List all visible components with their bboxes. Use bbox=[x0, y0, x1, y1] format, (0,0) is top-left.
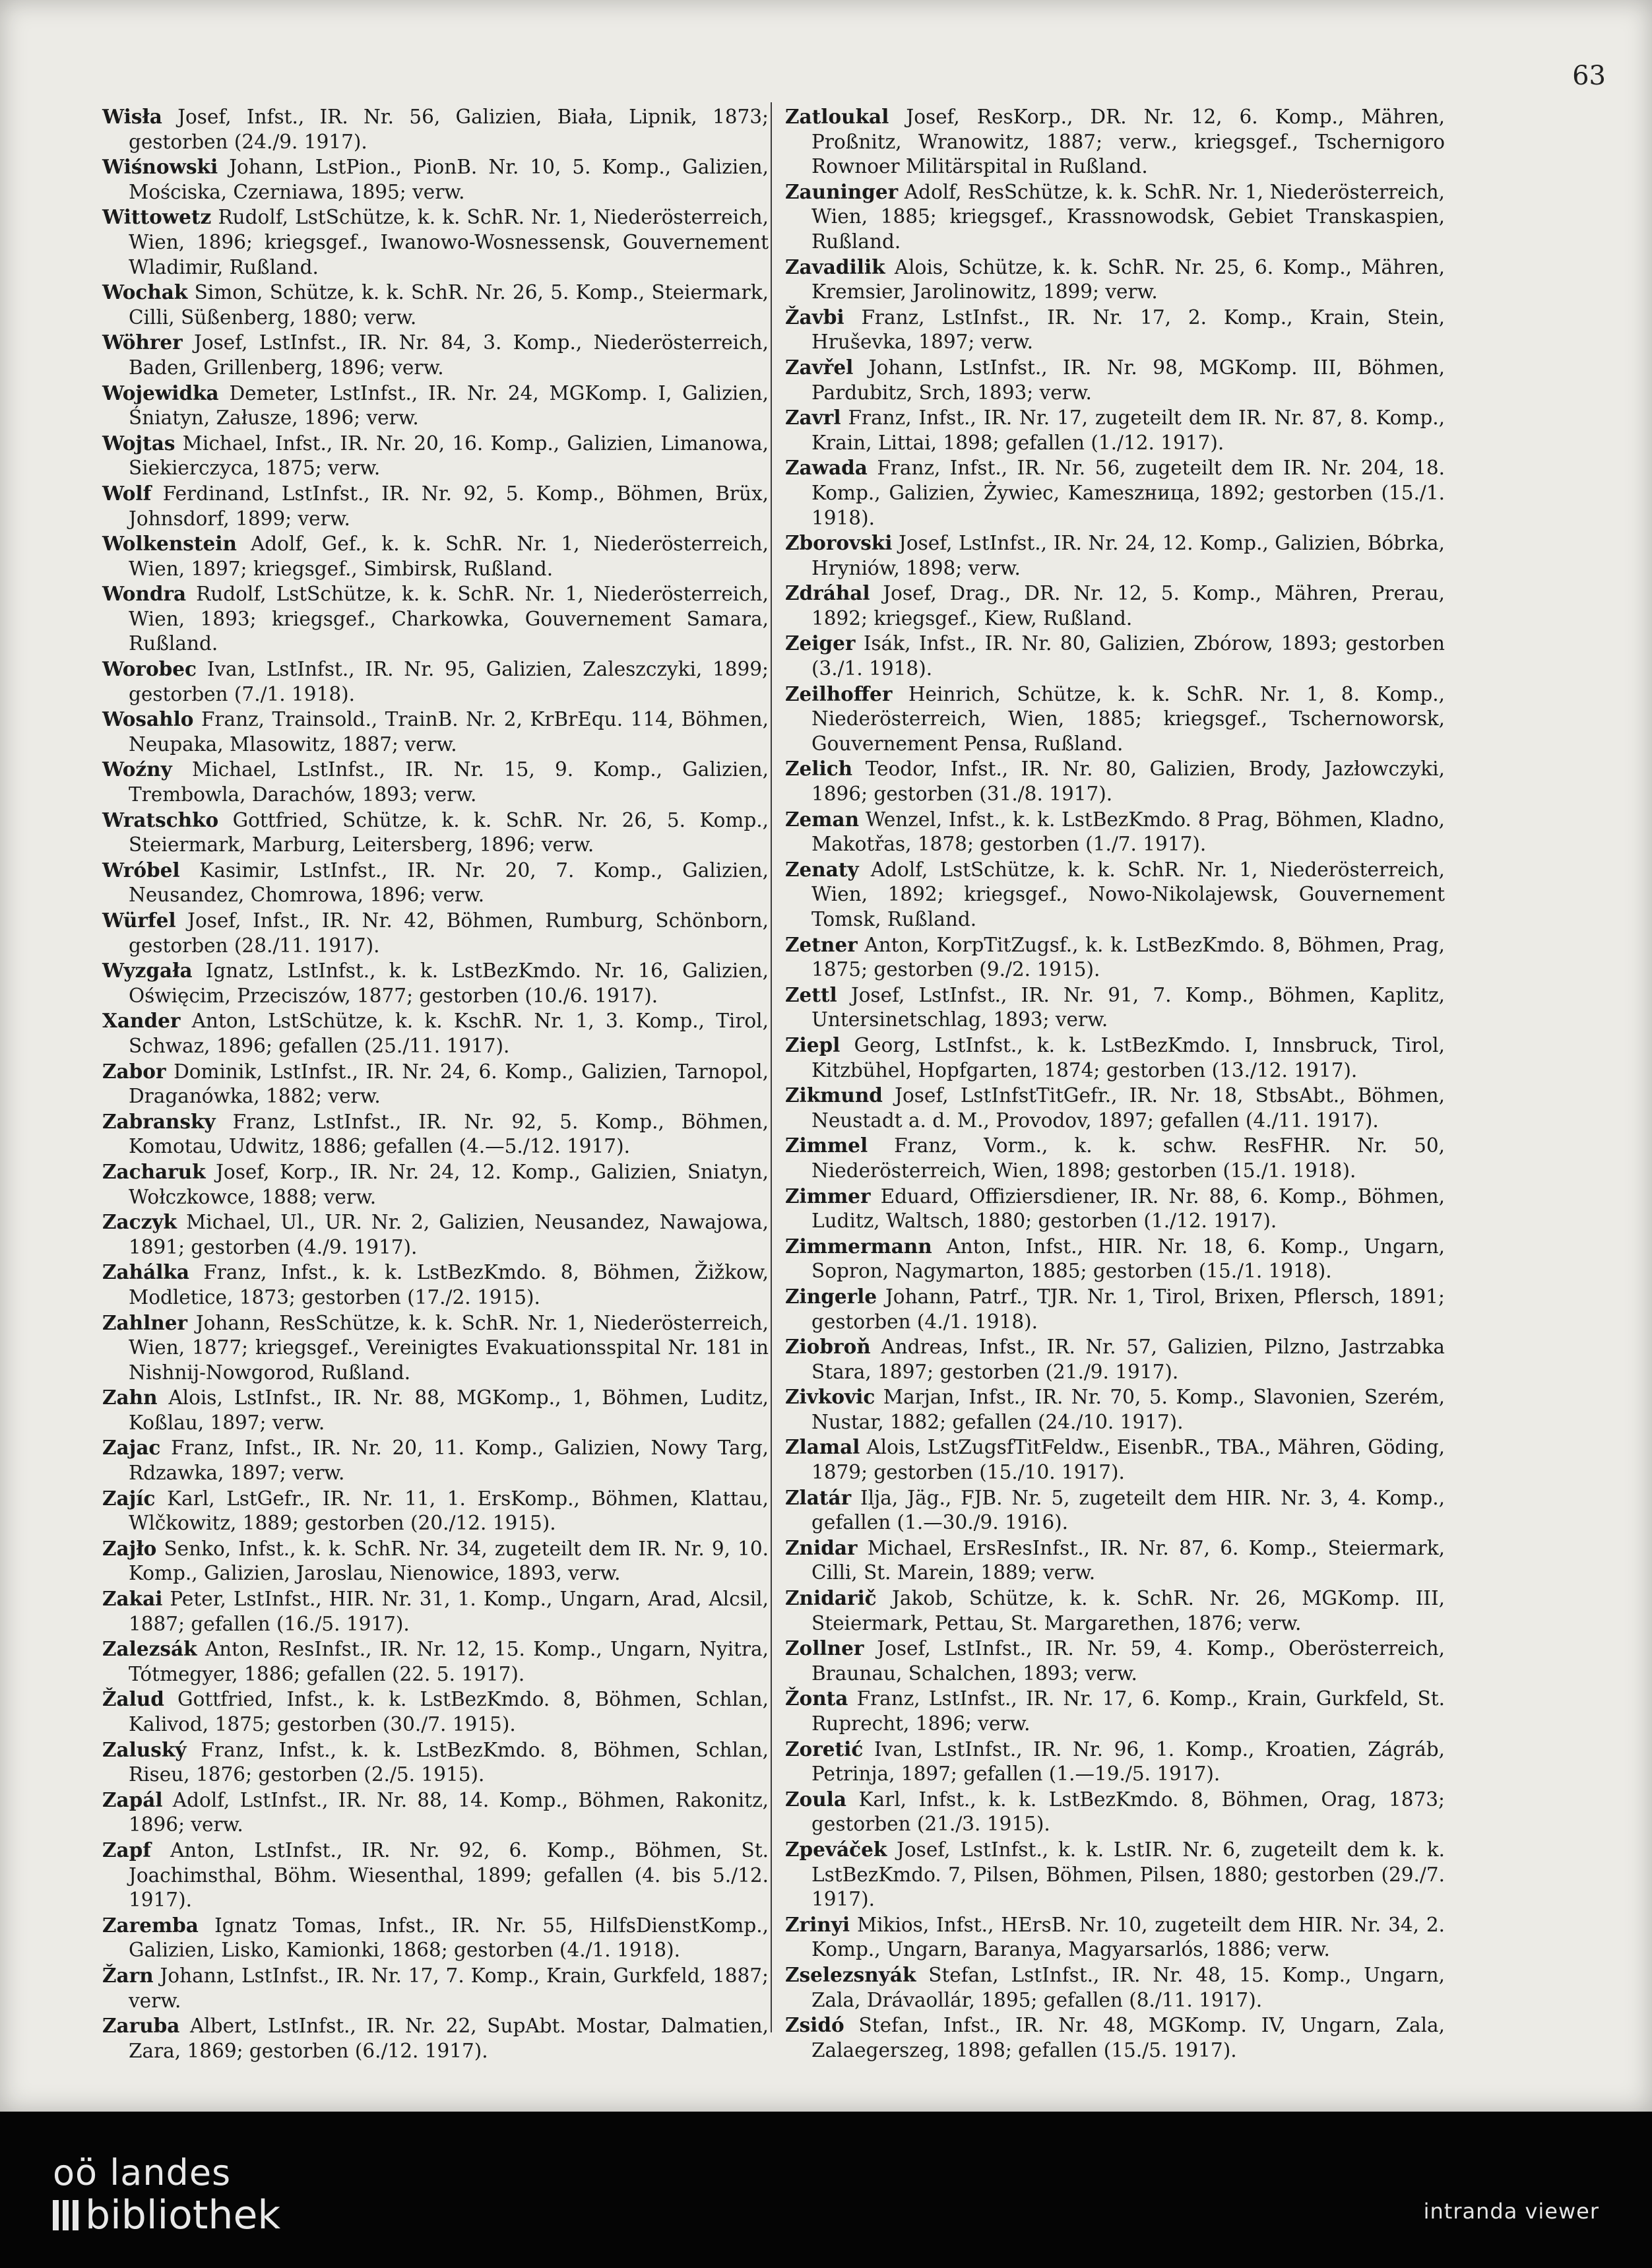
entry-text: Anton, ResInfst., IR. Nr. 12, 15. Komp., Ungarn, Nyitra, Tótmegyer, 1886; gefallen (22. 5. 1917). bbox=[129, 1638, 769, 1685]
entry-text: Franz, Infst., IR. Nr. 20, 11. Komp., Galizien, Nowy Targ, Rdzawka, 1897; verw. bbox=[129, 1437, 769, 1485]
entry-name: Zikmund bbox=[785, 1084, 883, 1107]
list-entry bbox=[785, 405, 1445, 455]
entry-name: Zrinyi bbox=[785, 1912, 850, 1936]
list-entry bbox=[102, 1838, 769, 1913]
entry-text: Johann, Patrf., TJR. Nr. 1, Tirol, Brixen, Pflersch, 1891; gestorben (4./1. 1918). bbox=[811, 1285, 1445, 1333]
entry-text: Kasimir, LstInfst., IR. Nr. 20, 7. Komp., Galizien, Neusandez, Chomrowa, 1896; verw. bbox=[129, 859, 769, 907]
entry-text: Rudolf, LstSchütze, k. k. SchR. Nr. 1, Niederösterreich, Wien, 1893; kriegsgef., Charkowka, Gouvernement Samara, Rußland. bbox=[129, 583, 769, 655]
page-number: 63 bbox=[1572, 61, 1606, 91]
library-logo-bars-icon bbox=[53, 2200, 79, 2230]
list-entry bbox=[102, 330, 769, 380]
entry-name: Zabransky bbox=[102, 1109, 216, 1133]
entry-name: Wróbel bbox=[102, 858, 180, 882]
entry-name: Wiśnowski bbox=[102, 155, 218, 179]
list-entry bbox=[785, 1485, 1445, 1536]
entry-name: Znidar bbox=[785, 1536, 858, 1559]
list-entry bbox=[102, 1737, 769, 1788]
entry-name: Zavřel bbox=[785, 355, 854, 379]
entry-name: Zajac bbox=[102, 1436, 161, 1460]
entry-name: Wratschko bbox=[102, 808, 219, 831]
entry-name: Xander bbox=[102, 1009, 181, 1033]
entry-text: Ignatz Tomas, Infst., IR. Nr. 55, HilfsDienstKomp., Galizien, Lisko, Kamionki, 1868; gestorben (4./1. 1918). bbox=[129, 1914, 769, 1962]
entry-name: Zsidó bbox=[785, 2013, 844, 2037]
entry-text: Josef, Korp., IR. Nr. 24, 12. Komp., Galizien, Sniatyn, Wołczkowce, 1888; verw. bbox=[129, 1160, 769, 1208]
entry-text: Ivan, LstInfst., IR. Nr. 96, 1. Komp., Kroatien, Zágráb, Petrinja, 1897; gefallen (1.—19./5. 1917). bbox=[811, 1737, 1445, 1786]
entry-text: Ivan, LstInfst., IR. Nr. 95, Galizien, Zaleszczyki, 1899; gestorben (7./1. 1918). bbox=[129, 658, 769, 705]
entry-name: Zeilhoffer bbox=[785, 682, 893, 705]
entry-text: Anton, Infst., HIR. Nr. 18, 6. Komp., Ungarn, Sopron, Nagymarton, 1885; gestorben (15./1. 1918). bbox=[811, 1235, 1445, 1283]
entry-name: Zoula bbox=[785, 1787, 846, 1811]
list-entry bbox=[102, 1687, 769, 1737]
list-entry bbox=[785, 2013, 1445, 2063]
list-entry bbox=[785, 682, 1445, 757]
entry-name: Zeman bbox=[785, 807, 860, 831]
list-entry bbox=[102, 1109, 769, 1159]
list-entry bbox=[785, 104, 1445, 179]
entry-text: Michael, Ul., UR. Nr. 2, Galizien, Neusandez, Nawajowa, 1891; gestorben (4./9. 1917). bbox=[129, 1211, 769, 1258]
list-entry bbox=[102, 707, 769, 757]
entry-name: Wojtas bbox=[102, 431, 175, 455]
list-entry bbox=[785, 1962, 1445, 2013]
list-entry bbox=[785, 1536, 1445, 1586]
list-entry bbox=[102, 1260, 769, 1310]
list-entry bbox=[102, 1963, 769, 2013]
entry-text: Franz, Infst., k. k. LstBezKmdo. 8, Böhmen, Žižkow, Modletice, 1873; gestorben (17./2. 1915). bbox=[129, 1261, 769, 1309]
entry-name: Zettl bbox=[785, 983, 837, 1006]
entry-name: Zollner bbox=[785, 1636, 864, 1660]
list-entry bbox=[102, 581, 769, 657]
entry-text: Dominik, LstInfst., IR. Nr. 24, 6. Komp., Galizien, Tarnopol, Draganówka, 1882; verw. bbox=[129, 1060, 769, 1108]
entry-name: Zimmel bbox=[785, 1134, 868, 1157]
entry-name: Žavbi bbox=[785, 305, 844, 329]
entry-text: Johann, LstPion., PionB. Nr. 10, 5. Komp., Galizien, Mościska, Czerniawa, 1895; verw. bbox=[129, 156, 769, 203]
entry-text: Ilja, Jäg., FJB. Nr. 5, zugeteilt dem HIR. Nr. 3, 4. Komp., gefallen (1.—30./9. 1916). bbox=[811, 1486, 1445, 1534]
entry-text: Franz, LstInfst., IR. Nr. 92, 5. Komp., Böhmen, Komotau, Udwitz, 1886; gefallen (4.—5./12. 1917). bbox=[129, 1110, 769, 1158]
entry-text: Franz, LstInfst., IR. Nr. 17, 2. Komp., Krain, Stein, Hruševka, 1897; verw. bbox=[811, 306, 1445, 354]
entry-name: Zakai bbox=[102, 1587, 163, 1611]
column-divider bbox=[771, 102, 772, 2032]
entry-text: Heinrich, Schütze, k. k. SchR. Nr. 1, 8. Komp., Niederösterreich, Wien, 1885; kriegsgef., Tschernoworsk, Gouvernement Pensa, Rußland. bbox=[811, 682, 1445, 755]
entry-name: Zajło bbox=[102, 1536, 157, 1560]
entry-text: Gottfried, Schütze, k. k. SchR. Nr. 26, 5. Komp., Steiermark, Marburg, Leitersberg, 1896; verw. bbox=[129, 808, 769, 857]
list-entry bbox=[102, 1311, 769, 1386]
entry-text: Johann, LstInfst., IR. Nr. 98, MGKomp. III, Böhmen, Pardubitz, Srch, 1893; verw. bbox=[811, 356, 1445, 404]
entry-name: Zivkovic bbox=[785, 1385, 875, 1409]
entry-name: Wochak bbox=[102, 280, 188, 304]
entry-text: Josef, LstInfstTitGefr., IR. Nr. 18, StbsAbt., Böhmen, Neustadt a. d. M., Provodov, 1897; gefallen (4./11. 1917). bbox=[811, 1084, 1445, 1132]
entry-name: Zetner bbox=[785, 932, 858, 956]
entry-text: Wenzel, Infst., k. k. LstBezKmdo. 8 Prag, Böhmen, Kladno, Makotřas, 1878; gestorben (1./7. 1917). bbox=[811, 808, 1445, 856]
entry-text: Michael, ErsResInfst., IR. Nr. 87, 6. Komp., Steiermark, Cilli, St. Marein, 1889; verw. bbox=[811, 1536, 1445, 1584]
entry-name: Wojewidka bbox=[102, 381, 219, 405]
list-entry bbox=[102, 431, 769, 481]
list-entry bbox=[102, 958, 769, 1008]
entry-text: Karl, LstGefr., IR. Nr. 11, 1. ErsKomp., Böhmen, Klattau, Wlčkowitz, 1889; gestorben (20./12. 1915). bbox=[129, 1487, 769, 1535]
list-entry bbox=[785, 756, 1445, 806]
entry-text: Stefan, LstInfst., IR. Nr. 48, 15. Komp., Ungarn, Zala, Drávaollár, 1895; gefallen (8./11. 1917). bbox=[811, 1963, 1445, 2011]
entry-text: Josef, Drag., DR. Nr. 12, 5. Komp., Mähren, Prerau, 1892; kriegsgef., Kiew, Rußland. bbox=[811, 582, 1445, 630]
entry-name: Zdráhal bbox=[785, 581, 870, 605]
entry-name: Zajíc bbox=[102, 1486, 156, 1510]
entry-name: Wöhrer bbox=[102, 331, 183, 354]
list-entry bbox=[785, 1686, 1445, 1736]
entry-name: Zselezsnyák bbox=[785, 1962, 916, 1986]
list-entry bbox=[102, 1586, 769, 1636]
entry-name: Zingerle bbox=[785, 1284, 877, 1308]
entry-text: Demeter, LstInfst., IR. Nr. 24, MGKomp. I, Galizien, Śniatyn, Załusze, 1896; verw. bbox=[129, 381, 769, 430]
entry-text: Josef, LstInfst., IR. Nr. 59, 4. Komp., Oberösterreich, Braunau, Schalchen, 1893; verw. bbox=[811, 1637, 1445, 1685]
entry-name: Worobec bbox=[102, 657, 197, 681]
entry-text: Eduard, Offiziersdiener, IR. Nr. 88, 6. Komp., Böhmen, Luditz, Waltsch, 1880; gestorben (1./12. 1917). bbox=[811, 1184, 1445, 1233]
entry-text: Josef, LstInfst., k. k. LstIR. Nr. 6, zugeteilt dem k. k. LstBezKmdo. 7, Pilsen, Böhmen, Pilsen, 1880; gestorben (29./7. 1917). bbox=[811, 1838, 1445, 1911]
entry-name: Zavrl bbox=[785, 406, 841, 430]
list-entry bbox=[102, 757, 769, 807]
list-entry bbox=[102, 381, 769, 431]
entry-text: Andreas, Infst., IR. Nr. 57, Galizien, Pilzno, Jastrzabka Stara, 1897; gestorben (21./9. 1917). bbox=[811, 1336, 1445, 1383]
list-entry bbox=[785, 807, 1445, 857]
entry-text: Albert, LstInfst., IR. Nr. 22, SupAbt. Mostar, Dalmatien, Zara, 1869; gestorben (6./12. 1917). bbox=[129, 2015, 769, 2062]
entry-name: Zapf bbox=[102, 1838, 151, 1862]
entry-text: Franz, Trainsold., TrainB. Nr. 2, KrBrEqu. 114, Böhmen, Neupaka, Mlasowitz, 1887; verw. bbox=[129, 708, 769, 756]
entry-text: Anton, LstInfst., IR. Nr. 92, 6. Komp., Böhmen, St. Joachimsthal, Böhm. Wiesenthal, 1899; gefallen (4. bis 5./12. 1917). bbox=[129, 1838, 769, 1912]
entry-text: Adolf, Gef., k. k. SchR. Nr. 1, Niederösterreich, Wien, 1897; kriegsgef., Simbirsk, Rußland. bbox=[129, 533, 769, 580]
entry-text: Josef, LstInfst., IR. Nr. 84, 3. Komp., Niederösterreich, Baden, Grillenberg, 1896; verw. bbox=[129, 331, 769, 379]
list-entry bbox=[785, 1234, 1445, 1284]
list-entry bbox=[102, 1486, 769, 1536]
entry-text: Alois, Schütze, k. k. SchR. Nr. 25, 6. Komp., Mähren, Kremsier, Jarolinowitz, 1899; verw. bbox=[811, 255, 1445, 304]
entry-name: Zborovski bbox=[785, 531, 893, 555]
list-entry bbox=[785, 932, 1445, 983]
entry-name: Zimmermann bbox=[785, 1234, 932, 1258]
entry-text: Alois, LstInfst., IR. Nr. 88, MGKomp., 1, Böhmen, Luditz, Koßlau, 1897; verw. bbox=[129, 1386, 769, 1434]
list-entry bbox=[102, 1059, 769, 1109]
entry-text: Isák, Infst., IR. Nr. 80, Galizien, Zbórow, 1893; gestorben (3./1. 1918). bbox=[811, 632, 1445, 680]
list-entry bbox=[785, 355, 1445, 405]
entry-text: Josef, ResKorp., DR. Nr. 12, 6. Komp., Mähren, Proßnitz, Wranowitz, 1887; verw., kriegsgef., Tschernigoro Rownoer Militärspital in Rußland. bbox=[811, 106, 1445, 178]
entry-text: Adolf, ResSchütze, k. k. SchR. Nr. 1, Niederösterreich, Wien, 1885; kriegsgef., Krassnowodsk, Gebiet Transkaspien, Rußland. bbox=[811, 180, 1445, 253]
entry-name: Wyzgała bbox=[102, 959, 193, 983]
entry-name: Zimmer bbox=[785, 1184, 871, 1208]
list-entry bbox=[102, 1913, 769, 1963]
entry-text: Jakob, Schütze, k. k. SchR. Nr. 26, MGKomp. III, Steiermark, Pettau, St. Margarethen, 1876; verw. bbox=[811, 1587, 1445, 1635]
entry-name: Ziepl bbox=[785, 1033, 841, 1056]
list-entry bbox=[102, 657, 769, 707]
list-entry bbox=[102, 205, 769, 280]
list-entry bbox=[785, 1586, 1445, 1636]
entry-text: Michael, LstInfst., IR. Nr. 15, 9. Komp., Galizien, Trembowla, Darachów, 1893; verw. bbox=[129, 758, 769, 806]
entry-text: Franz, Infst., IR. Nr. 56, zugeteilt dem IR. Nr. 204, 18. Komp., Galizien, Żywiec, Kameszница, 1892; gestorben (15./1. 1918). bbox=[811, 457, 1445, 529]
list-entry bbox=[102, 858, 769, 908]
entry-name: Žalud bbox=[102, 1687, 164, 1711]
list-entry bbox=[102, 1385, 769, 1435]
entry-text: Rudolf, LstSchütze, k. k. SchR. Nr. 1, Niederösterreich, Wien, 1896; kriegsgef., Iwanowo-Wosnessensk, Gouvernement Wladimir, Rußland. bbox=[129, 206, 769, 278]
entry-name: Zaruba bbox=[102, 2014, 180, 2038]
entry-text: Ferdinand, LstInfst., IR. Nr. 92, 5. Komp., Böhmen, Brüx, Johnsdorf, 1899; verw. bbox=[129, 482, 769, 530]
list-entry bbox=[785, 1435, 1445, 1485]
list-entry bbox=[785, 581, 1445, 631]
list-entry bbox=[102, 808, 769, 858]
entry-text: Adolf, LstInfst., IR. Nr. 88, 14. Komp., Böhmen, Rakonitz, 1896; verw. bbox=[129, 1788, 769, 1836]
list-entry bbox=[785, 531, 1445, 581]
entry-name: Wisła bbox=[102, 105, 162, 128]
entry-name: Zlamal bbox=[785, 1435, 860, 1459]
right-column bbox=[785, 104, 1445, 2063]
entry-name: Wosahlo bbox=[102, 707, 194, 731]
list-entry bbox=[102, 1788, 769, 1838]
entry-text: Stefan, Infst., IR. Nr. 48, MGKomp. IV, Ungarn, Zala, Zalaegerszeg, 1898; gefallen (15./5. 1917). bbox=[811, 2014, 1445, 2061]
entry-name: Zeiger bbox=[785, 632, 856, 655]
entry-text: Peter, LstInfst., HIR. Nr. 31, 1. Komp., Ungarn, Arad, Alcsil, 1887; gefallen (16./5. 1917). bbox=[129, 1588, 769, 1635]
entry-name: Woźny bbox=[102, 758, 172, 781]
list-entry bbox=[785, 1083, 1445, 1133]
entry-name: Wolf bbox=[102, 481, 152, 505]
list-entry bbox=[785, 1737, 1445, 1787]
list-entry bbox=[102, 1435, 769, 1485]
library-logo-line1: oö landes bbox=[53, 2152, 232, 2193]
entry-text: Josef, LstInfst., IR. Nr. 24, 12. Komp., Galizien, Bóbrka, Hryniów, 1898; verw. bbox=[811, 532, 1445, 579]
list-entry bbox=[785, 305, 1445, 355]
list-entry bbox=[102, 1159, 769, 1210]
entry-name: Zelich bbox=[785, 757, 853, 781]
list-entry bbox=[102, 280, 769, 330]
entry-name: Zaczyk bbox=[102, 1210, 177, 1234]
entry-text: Johann, ResSchütze, k. k. SchR. Nr. 1, Niederösterreich, Wien, 1877; kriegsgef., Vereinigtes Evakuationsspital Nr. 181 in Nishnij-Nowgorod, Rußland. bbox=[129, 1311, 769, 1384]
entry-text: Franz, Infst., k. k. LstBezKmdo. 8, Böhmen, Schlan, Riseu, 1876; gestorben (2./5. 1915). bbox=[129, 1738, 769, 1786]
library-logo[interactable] bbox=[53, 2153, 280, 2237]
list-entry bbox=[785, 1787, 1445, 1837]
list-entry bbox=[785, 1837, 1445, 1912]
list-entry bbox=[102, 1536, 769, 1586]
list-entry bbox=[785, 1284, 1445, 1334]
entry-text: Mikios, Infst., HErsB. Nr. 10, zugeteilt dem HIR. Nr. 34, 2. Komp., Ungarn, Baranya, Magyarsarlós, 1886; verw. bbox=[811, 1913, 1445, 1961]
list-entry bbox=[102, 104, 769, 154]
left-column bbox=[102, 104, 769, 2063]
list-entry bbox=[102, 1636, 769, 1687]
entry-text: Josef, Infst., IR. Nr. 42, Böhmen, Rumburg, Schönborn, gestorben (28./11. 1917). bbox=[129, 909, 769, 957]
library-logo-line2: bibliothek bbox=[85, 2192, 281, 2238]
entry-text: Ignatz, LstInfst., k. k. LstBezKmdo. Nr. 16, Galizien, Oświęcim, Przeciszów, 1877; gestorben (10./6. 1917). bbox=[129, 959, 769, 1007]
entry-name: Zalezsák bbox=[102, 1637, 197, 1661]
list-entry bbox=[785, 1133, 1445, 1183]
entry-name: Zacharuk bbox=[102, 1159, 206, 1183]
entry-name: Zoretić bbox=[785, 1737, 864, 1761]
list-entry bbox=[102, 481, 769, 531]
entry-name: Zawada bbox=[785, 456, 868, 480]
entry-text: Anton, LstSchütze, k. k. KschR. Nr. 1, 3. Komp., Tirol, Schwaz, 1896; gefallen (25./11. 1917). bbox=[129, 1010, 769, 1057]
entry-text: Georg, LstInfst., k. k. LstBezKmdo. I, Innsbruck, Tirol, Kitzbühel, Hopfgarten, 1874; gestorben (13./12. 1917). bbox=[811, 1033, 1445, 1082]
entry-name: Ziobroň bbox=[785, 1335, 871, 1359]
entry-name: Zavadilik bbox=[785, 255, 885, 278]
entry-name: Zenaty bbox=[785, 857, 859, 881]
list-entry bbox=[102, 1210, 769, 1260]
entry-name: Würfel bbox=[102, 909, 176, 932]
list-entry bbox=[785, 857, 1445, 932]
list-entry bbox=[785, 179, 1445, 255]
list-entry bbox=[785, 1636, 1445, 1686]
entry-name: Wondra bbox=[102, 582, 187, 606]
entry-name: Zaluský bbox=[102, 1737, 187, 1761]
list-entry bbox=[785, 631, 1445, 681]
entry-name: Žarn bbox=[102, 1963, 154, 1987]
entry-name: Žonta bbox=[785, 1687, 848, 1710]
list-entry bbox=[785, 1912, 1445, 1962]
entry-text: Teodor, Infst., IR. Nr. 80, Galizien, Brody, Jazłowczyki, 1896; gestorben (31./8. 1917). bbox=[811, 758, 1445, 806]
entry-name: Zahálka bbox=[102, 1260, 189, 1284]
list-entry bbox=[102, 531, 769, 581]
entry-name: Zaremba bbox=[102, 1913, 199, 1937]
entry-name: Wittowetz bbox=[102, 205, 212, 229]
entry-text: Adolf, LstSchütze, k. k. SchR. Nr. 1, Niederösterreich, Wien, 1892; kriegsgef., Nowo-Nikolajewsk, Gouvernement Tomsk, Rußland. bbox=[811, 858, 1445, 930]
list-entry bbox=[785, 255, 1445, 305]
entry-text: Senko, Infst., k. k. SchR. Nr. 34, zugeteilt dem IR. Nr. 9, 10. Komp., Galizien, Jaroslau, Nienowice, 1893, verw. bbox=[129, 1537, 769, 1585]
entry-name: Zabor bbox=[102, 1059, 166, 1083]
list-entry bbox=[102, 2013, 769, 2063]
entry-name: Znidarič bbox=[785, 1586, 877, 1610]
list-entry bbox=[102, 154, 769, 205]
viewer-label: intranda viewer bbox=[1423, 2199, 1599, 2224]
entry-name: Zahn bbox=[102, 1386, 158, 1409]
entry-text: Johann, LstInfst., IR. Nr. 17, 7. Komp., Krain, Gurkfeld, 1887; verw. bbox=[129, 1964, 769, 2012]
entry-text: Simon, Schütze, k. k. SchR. Nr. 26, 5. Komp., Steiermark, Cilli, Süßenberg, 1880; verw. bbox=[129, 281, 769, 329]
list-entry bbox=[785, 1334, 1445, 1384]
entry-text: Anton, KorpTitZugsf., k. k. LstBezKmdo. 8, Böhmen, Prag, 1875; gestorben (9./2. 1915). bbox=[811, 933, 1445, 981]
entry-text: Josef, Infst., IR. Nr. 56, Galizien, Biała, Lipnik, 1873; gestorben (24./9. 1917). bbox=[129, 106, 769, 153]
entry-name: Wolkenstein bbox=[102, 532, 237, 556]
entry-text: Josef, LstInfst., IR. Nr. 91, 7. Komp., Böhmen, Kaplitz, Untersinetschlag, 1893; verw. bbox=[811, 983, 1445, 1031]
entry-name: Zahlner bbox=[102, 1311, 188, 1334]
entry-text: Michael, Infst., IR. Nr. 20, 16. Komp., Galizien, Limanowa, Siekierczyca, 1875; verw. bbox=[129, 432, 769, 480]
entry-name: Zauninger bbox=[785, 179, 899, 203]
list-entry bbox=[785, 1384, 1445, 1435]
entry-text: Gottfried, Infst., k. k. LstBezKmdo. 8, Böhmen, Schlan, Kalivod, 1875; gestorben (30./7. 1915). bbox=[129, 1688, 769, 1735]
entry-name: Zatloukal bbox=[785, 105, 889, 128]
list-entry bbox=[102, 1008, 769, 1058]
entry-name: Zapál bbox=[102, 1788, 163, 1811]
entry-name: Zlatár bbox=[785, 1485, 852, 1509]
entry-text: Karl, Infst., k. k. LstBezKmdo. 8, Böhmen, Orag, 1873; gestorben (21./3. 1915). bbox=[811, 1788, 1445, 1836]
list-entry bbox=[785, 455, 1445, 531]
list-entry bbox=[785, 1033, 1445, 1083]
entry-text: Marjan, Infst., IR. Nr. 70, 5. Komp., Slavonien, Szerém, Nustar, 1882; gefallen (24./10. 1917). bbox=[811, 1386, 1445, 1433]
list-entry bbox=[785, 983, 1445, 1033]
entry-text: Franz, LstInfst., IR. Nr. 17, 6. Komp., Krain, Gurkfeld, St. Ruprecht, 1896; verw. bbox=[811, 1687, 1445, 1735]
list-entry bbox=[102, 908, 769, 958]
entry-text: Franz, Vorm., k. k. schw. ResFHR. Nr. 50, Niederösterreich, Wien, 1898; gestorben (15./1. 1918). bbox=[811, 1134, 1445, 1182]
list-entry bbox=[785, 1184, 1445, 1234]
entry-text: Franz, Infst., IR. Nr. 17, zugeteilt dem IR. Nr. 87, 8. Komp., Krain, Littai, 1898; gefallen (1./12. 1917). bbox=[811, 406, 1445, 454]
entry-name: Zpeváček bbox=[785, 1837, 887, 1861]
entry-text: Alois, LstZugsfTitFeldw., EisenbR., TBA., Mähren, Göding, 1879; gestorben (15./10. 1917). bbox=[811, 1436, 1445, 1484]
